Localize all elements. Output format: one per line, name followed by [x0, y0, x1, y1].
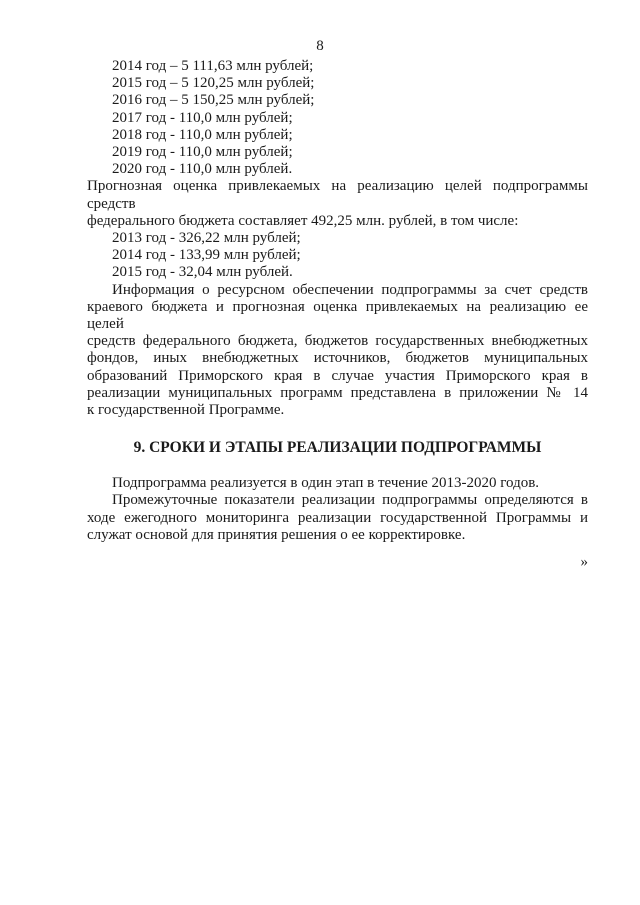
funding-line: 2013 год - 326,22 млн рублей; — [112, 230, 301, 247]
paragraph-line: реализации муниципальных программ представлена в приложении № 14 — [87, 384, 588, 401]
funding-list-regional — [87, 58, 588, 178]
paragraph-line: Промежуточные показатели реализации подпрограммы определяются в — [112, 492, 588, 509]
paragraph-line: Прогнозная оценка привлекаемых на реализацию целей подпрограммы средств — [87, 178, 588, 212]
federal-budget-paragraph — [87, 178, 588, 230]
funding-line: 2018 год - 110,0 млн рублей; — [112, 126, 293, 143]
funding-line: 2020 год - 110,0 млн рублей. — [112, 161, 293, 178]
funding-line: 2015 год - 32,04 млн рублей. — [112, 264, 293, 281]
page-number: 8 — [316, 38, 324, 54]
paragraph-line: образований Приморского края в случае участия Приморского края в — [87, 367, 588, 384]
paragraph-line: средств федерального бюджета, бюджетов государственных внебюджетных — [87, 333, 588, 350]
closing-quote-mark: » — [580, 554, 588, 571]
paragraph-line: к государственной Программе. — [87, 402, 285, 419]
stage-sentence: Подпрограмма реализуется в один этап в течение 2013-2020 годов. — [112, 475, 540, 492]
funding-line: 2015 год – 5 120,25 млн рублей; — [112, 75, 315, 92]
paragraph-line: федерального бюджета составляет 492,25 млн. рублей, в том числе: — [87, 212, 519, 229]
funding-line: 2014 год – 5 111,63 млн рублей; — [112, 58, 314, 74]
resource-info-paragraph — [87, 282, 588, 420]
funding-line: 2014 год - 133,99 млн рублей; — [112, 247, 301, 264]
paragraph-line: Информация о ресурсном обеспечении подпрограммы за счет средств — [112, 281, 588, 298]
funding-line: 2017 год - 110,0 млн рублей; — [112, 109, 293, 126]
page-content — [87, 58, 588, 571]
paragraph-line: фондов, иных внебюджетных источников, бюджетов муниципальных — [87, 350, 588, 367]
paragraph-line: краевого бюджета и прогнозная оценка привлекаемых на реализацию ее целей — [87, 298, 588, 333]
monitoring-paragraph — [87, 492, 588, 544]
paragraph-line: ходе ежегодного мониторинга реализации государственной Программы и — [87, 509, 588, 526]
paragraph-line: служат основой для принятия решения о ее корректировке. — [87, 526, 466, 543]
section-heading: 9. СРОКИ И ЭТАПЫ РЕАЛИЗАЦИИ ПОДПРОГРАММЫ — [133, 439, 542, 457]
funding-list-federal — [87, 230, 588, 282]
funding-line: 2016 год – 5 150,25 млн рублей; — [112, 92, 315, 109]
funding-line: 2019 год - 110,0 млн рублей; — [112, 144, 293, 161]
